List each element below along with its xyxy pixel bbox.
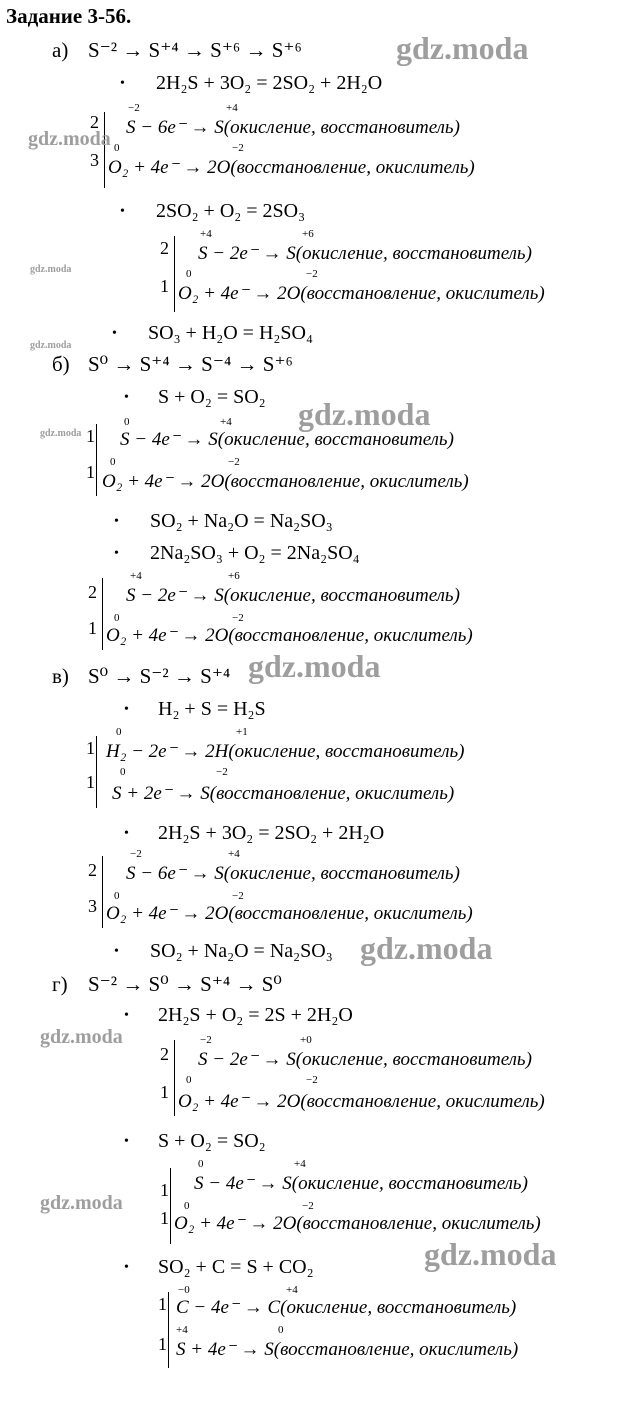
oxidation-state: +0 [300,1034,312,1046]
half-reaction: S + 2e⁻ → S(восстановление, окислитель) [112,783,455,804]
oxidation-state: +4 [286,1284,298,1296]
watermark: gdz.moda [40,1026,123,1048]
half-reaction: S − 4e⁻ → S(окисление, восстановитель) [194,1173,528,1194]
reaction-v3: SO₂ + Na₂O = Na₂SO₃ [150,940,333,962]
reaction-g2: S + O₂ = SO₂ [158,1130,266,1152]
coefficient: 1 [160,276,169,296]
half-reaction: S − 2e⁻ → S(окисление, восстановитель) [198,1049,532,1070]
bullet: • [124,702,129,717]
oxidation-state: +1 [236,726,248,738]
bullet: • [124,1260,129,1275]
bullet: • [120,76,125,91]
watermark: gdz.moda [40,1192,123,1214]
balance-bar [96,424,97,496]
reaction-a1: 2H₂S + 3O₂ = 2SO₂ + 2H₂O [156,72,383,94]
oxidation-state: −2 [302,1200,314,1212]
bullet: • [114,514,119,529]
coefficient: 1 [160,1180,169,1200]
oxidation-state: 0 [198,1158,204,1170]
oxidation-state: +6 [302,228,314,240]
half-reaction: S − 2e⁻ → S(окисление, восстановитель) [198,243,532,264]
bullet: • [114,546,119,561]
oxidation-state: 0 [278,1324,284,1336]
oxidation-state: 0 [120,766,126,778]
watermark: gdz.moda [248,648,381,684]
coefficient: 1 [86,462,95,482]
half-reaction: O₂ + 4e⁻ → 2O(восстановление, окислитель) [106,625,473,646]
reaction-a2: 2SO₂ + O₂ = 2SO₃ [156,200,306,222]
oxidation-state: −2 [130,848,142,860]
watermark: gdz.moda [28,128,111,150]
coefficient: 1 [88,618,97,638]
oxidation-state: −2 [216,766,228,778]
watermark: gdz.moda [396,30,529,66]
oxidation-state: +4 [226,102,238,114]
reaction-b3: 2Na₂SO₃ + O₂ = 2Na₂SO₄ [150,542,360,564]
half-reaction: S − 4e⁻ → S(окисление, восстановитель) [120,429,454,450]
half-reaction: S − 2e⁻ → S(окисление, восстановитель) [126,585,460,606]
balance-bar [170,1168,171,1244]
section-label-a: а) [52,38,69,62]
oxidation-state: 0 [184,1200,190,1212]
coefficient: 1 [86,738,95,758]
oxidation-state: 0 [114,612,120,624]
oxidation-state: −2 [128,102,140,114]
coefficient: 2 [160,1044,169,1064]
half-reaction: O₂ + 4e⁻ → 2O(восстановление, окислитель) [174,1213,541,1234]
half-reaction: S + 4e⁻ → S(восстановление, окислитель) [176,1339,519,1360]
bullet: • [124,826,129,841]
coefficient: 2 [88,860,97,880]
coefficient: 1 [160,1208,169,1228]
half-reaction: S − 6e⁻ → S(окисление, восстановитель) [126,117,460,138]
reaction-v2: 2H₂S + 3O₂ = 2SO₂ + 2H₂O [158,822,385,844]
section-label-v: в) [52,664,69,688]
oxidation-state: −2 [232,612,244,624]
oxidation-state: 0 [186,1074,192,1086]
bullet: • [120,204,125,219]
section-label-b: б) [52,352,70,376]
reaction-a3: SO₃ + H₂O = H₂SO₄ [148,322,313,344]
oxidation-chain-v: S⁰ → S⁻² → S⁺⁴ [88,664,231,688]
balance-bar [96,736,97,808]
watermark: gdz.moda [40,428,82,439]
half-reaction: O₂ + 4e⁻ → 2O(восстановление, окислитель) [178,283,545,304]
oxidation-state: 0 [114,890,120,902]
oxidation-state: +6 [228,570,240,582]
oxidation-state: +4 [220,416,232,428]
bullet: • [114,944,119,959]
coefficient: 3 [90,150,99,170]
oxidation-state: +4 [200,228,212,240]
reaction-v1: H₂ + S = H₂S [158,698,266,720]
coefficient: 2 [160,238,169,258]
coefficient: 3 [88,896,97,916]
watermark: gdz.moda [424,1236,557,1272]
balance-bar [102,856,103,928]
watermark: gdz.moda [30,264,72,275]
oxidation-state: −0 [178,1284,190,1296]
oxidation-state: −2 [228,456,240,468]
coefficient: 2 [88,582,97,602]
half-reaction: O₂ + 4e⁻ → 2O(восстановление, окислитель) [108,157,475,178]
oxidation-state: 0 [114,142,120,154]
half-reaction: C − 4e⁻ → C(окисление, восстановитель) [176,1297,517,1318]
half-reaction: S − 6e⁻ → S(окисление, восстановитель) [126,863,460,884]
balance-bar [174,1040,175,1116]
bullet: • [112,326,117,341]
section-label-g: г) [52,972,68,996]
watermark: gdz.moda [360,930,493,966]
oxidation-chain-a: S⁻² → S⁺⁴ → S⁺⁶ → S⁺⁶ [88,38,302,62]
bullet: • [124,1134,129,1149]
half-reaction: H₂ − 2e⁻ → 2H(окисление, восстановитель) [106,741,465,762]
balance-bar [174,236,175,312]
half-reaction: O₂ + 4e⁻ → 2O(восстановление, окислитель) [102,471,469,492]
oxidation-state: +4 [228,848,240,860]
balance-bar [102,578,103,650]
reaction-b1: S + O₂ = SO₂ [158,386,266,408]
oxidation-state: 0 [124,416,130,428]
oxidation-state: +4 [294,1158,306,1170]
oxidation-state: −2 [306,1074,318,1086]
coefficient: 1 [160,1082,169,1102]
oxidation-state: 0 [186,268,192,280]
reaction-g1: 2H₂S + O₂ = 2S + 2H₂O [158,1004,353,1026]
bullet: • [124,390,129,405]
oxidation-state: −2 [200,1034,212,1046]
reaction-b2: SO₂ + Na₂O = Na₂SO₃ [150,510,333,532]
coefficient: 1 [86,772,95,792]
watermark: gdz.moda [30,340,72,351]
bullet: • [124,1008,129,1023]
reaction-g3: SO₂ + C = S + CO₂ [158,1256,314,1278]
oxidation-state: 0 [110,456,116,468]
coefficient: 2 [90,112,99,132]
coefficient: 1 [86,426,95,446]
oxidation-chain-b: S⁰ → S⁺⁴ → S⁻⁴ → S⁺⁶ [88,352,293,376]
oxidation-state: −2 [232,142,244,154]
half-reaction: O₂ + 4e⁻ → 2O(восстановление, окислитель) [106,903,473,924]
oxidation-state: 0 [116,726,122,738]
oxidation-state: −2 [232,890,244,902]
watermark: gdz.moda [298,396,431,432]
oxidation-chain-g: S⁻² → S⁰ → S⁺⁴ → S⁰ [88,972,282,996]
balance-bar [168,1292,169,1368]
coefficient: 1 [158,1294,167,1314]
oxidation-state: −2 [306,268,318,280]
oxidation-state: +4 [130,570,142,582]
half-reaction: O₂ + 4e⁻ → 2O(восстановление, окислитель) [178,1091,545,1112]
oxidation-state: +4 [176,1324,188,1336]
coefficient: 1 [158,1334,167,1354]
page-title: Задание 3-56. [6,4,132,28]
